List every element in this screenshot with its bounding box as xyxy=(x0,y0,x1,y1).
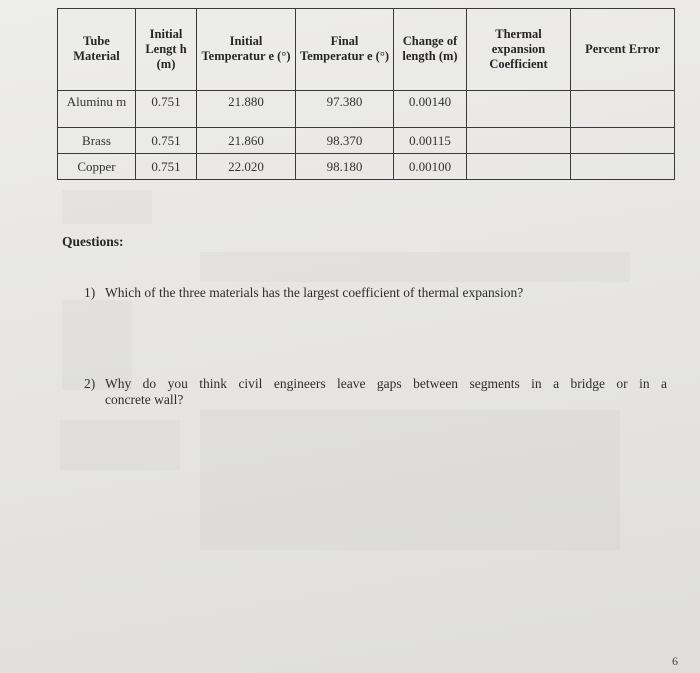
question-text: Why do you think civil engineers leave gaps between segments in a bridge or in a xyxy=(105,376,667,391)
column-header: Change of length (m) xyxy=(394,9,467,91)
table-cell xyxy=(571,128,675,154)
question-number: 2) xyxy=(84,376,96,391)
table-cell: Brass xyxy=(58,128,136,154)
table-row xyxy=(58,154,675,180)
question-text-continued: concrete wall? xyxy=(105,392,184,407)
questions-heading: Questions: xyxy=(62,234,124,249)
table-cell: 97.380 xyxy=(296,90,394,127)
table-cell: 0.751 xyxy=(136,154,197,180)
table-cell: Aluminu m xyxy=(58,90,136,127)
table-row xyxy=(58,128,675,154)
table-cell xyxy=(467,128,571,154)
table-cell xyxy=(571,90,675,127)
table-cell: 0.00140 xyxy=(394,90,467,127)
column-header: Percent Error xyxy=(571,9,675,91)
question-1 xyxy=(84,285,644,301)
question-2 xyxy=(84,376,667,408)
bleed-through-mark xyxy=(60,420,180,470)
table-cell: Copper xyxy=(58,154,136,180)
column-header: Thermal expansion Coefficient xyxy=(467,9,571,91)
table-cell xyxy=(571,154,675,180)
table-cell: 21.880 xyxy=(197,90,296,127)
question-number: 1) xyxy=(84,285,96,300)
column-header: Initial Lengt h (m) xyxy=(136,9,197,91)
table-cell: 0.00115 xyxy=(394,128,467,154)
table-cell: 0.00100 xyxy=(394,154,467,180)
bleed-through-mark xyxy=(200,410,620,550)
table-cell: 98.180 xyxy=(296,154,394,180)
table-cell xyxy=(467,90,571,127)
column-header: Final Temperatur e (°) xyxy=(296,9,394,91)
column-header: Tube Material xyxy=(58,9,136,91)
column-header: Initial Temperatur e (°) xyxy=(197,9,296,91)
table-header-row xyxy=(58,9,675,91)
question-line xyxy=(84,376,667,392)
table-cell: 22.020 xyxy=(197,154,296,180)
table-cell: 0.751 xyxy=(136,128,197,154)
table-cell: 0.751 xyxy=(136,90,197,127)
table-cell: 98.370 xyxy=(296,128,394,154)
table-cell xyxy=(467,154,571,180)
question-text: Which of the three materials has the largest coefficient of thermal expansion? xyxy=(105,285,524,300)
results-table xyxy=(57,8,675,180)
page-number: 6 xyxy=(672,654,678,668)
bleed-through-mark xyxy=(200,252,630,282)
bleed-through-mark xyxy=(62,190,152,224)
table-cell: 21.860 xyxy=(197,128,296,154)
table-row xyxy=(58,90,675,127)
